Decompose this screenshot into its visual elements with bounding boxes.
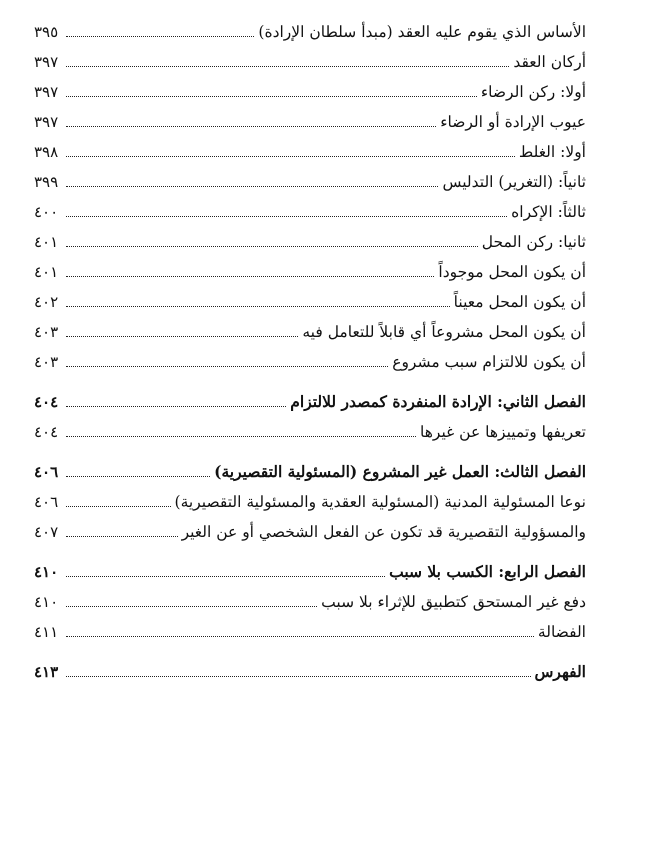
toc-entry[interactable] [34, 132, 586, 162]
toc-entry-title: نوعا المسئولية المدنية (المسئولية العقدية والمسئولية التقصيرية) [174, 493, 586, 511]
dot-leader [66, 276, 434, 277]
toc-entry-page: ٣٩٧ [34, 53, 59, 71]
toc-entry-page: ٣٩٥ [34, 23, 59, 41]
toc-entry-title: أن يكون المحل موجوداً [438, 263, 586, 281]
toc-entry-title: أن يكون المحل معيناً [453, 293, 586, 311]
dot-leader [66, 536, 178, 537]
toc-entry-title: دفع غير المستحق كتطبيق للإثراء بلا سبب [321, 593, 586, 611]
dot-leader [66, 186, 438, 187]
dot-leader [66, 336, 298, 337]
toc-entry[interactable] [34, 342, 586, 372]
toc-entry[interactable] [34, 102, 586, 132]
toc-entry-page: ٤٠١ [34, 263, 59, 281]
dot-leader [66, 306, 450, 307]
toc-index-heading[interactable] [34, 652, 586, 682]
dot-leader [66, 246, 478, 247]
toc-entry-title: أولا: ركن الرضاء [480, 83, 586, 101]
toc-entry-page: ٣٩٧ [34, 83, 59, 101]
toc-entry-page: ٣٩٧ [34, 113, 59, 131]
toc-entry-page: ٤٠٣ [34, 323, 59, 341]
toc-entry[interactable] [34, 222, 586, 252]
toc-entry[interactable] [34, 412, 586, 442]
dot-leader [66, 676, 531, 677]
toc-entry-title: ثانياً: (التغرير) التدليس [442, 173, 586, 191]
dot-leader [66, 636, 534, 637]
dot-leader [66, 506, 171, 507]
toc-entry-title: والمسؤولية التقصيرية قد تكون عن الفعل الشخصي أو عن الغير [181, 523, 586, 541]
toc-entry-title: تعريفها وتمييزها عن غيرها [420, 423, 586, 441]
toc-entry-title: الفضالة [537, 623, 586, 641]
toc-entry-page: ٤١٠ [34, 593, 59, 611]
toc-entry-title: أن يكون المحل مشروعاً أي قابلاً للتعامل فيه [302, 323, 586, 341]
dot-leader [66, 406, 286, 407]
toc-chapter-heading[interactable] [34, 382, 586, 412]
toc-entry-title: ثالثاً: الإكراه [511, 203, 586, 221]
toc-entry[interactable] [34, 42, 586, 72]
toc-entry[interactable] [34, 252, 586, 282]
toc-entry[interactable] [34, 312, 586, 342]
toc-entry[interactable] [34, 72, 586, 102]
toc-entry-title: أركان العقد [513, 53, 586, 71]
toc-entry-page: ٤٠٢ [34, 293, 59, 311]
dot-leader [66, 36, 254, 37]
dot-leader [66, 66, 509, 67]
toc-entry-page: ٤١٣ [34, 663, 59, 681]
dot-leader [66, 96, 477, 97]
toc-entry-page: ٤١٠ [34, 563, 59, 581]
toc-entry-page: ٣٩٩ [34, 173, 59, 191]
dot-leader [66, 126, 436, 127]
toc-entry-title: الفصل الثاني: الإرادة المنفردة كمصدر للالتزام [290, 392, 586, 411]
toc-entry-page: ٤١١ [34, 623, 59, 641]
toc-entry[interactable] [34, 162, 586, 192]
dot-leader [66, 216, 507, 217]
dot-leader [66, 606, 317, 607]
toc-entry-title: الفصل الثالث: العمل غير المشروع (المسئولية التقصيرية) [214, 462, 586, 481]
dot-leader [66, 366, 388, 367]
toc-entry-page: ٤٠٧ [34, 523, 59, 541]
toc-entry-title: ثانيا: ركن المحل [481, 233, 586, 251]
toc-entry-page: ٤٠١ [34, 233, 59, 251]
dot-leader [66, 436, 416, 437]
dot-leader [66, 476, 210, 477]
toc-entry-page: ٤٠٠ [34, 203, 59, 221]
toc-entry[interactable] [34, 12, 586, 42]
toc-entry-title: عيوب الإرادة أو الرضاء [440, 113, 586, 131]
toc-entry-page: ٤٠٦ [34, 463, 59, 481]
dot-leader [66, 576, 385, 577]
toc-chapter-heading[interactable] [34, 552, 586, 582]
toc-entry[interactable] [34, 482, 586, 512]
toc-entry[interactable] [34, 582, 586, 612]
toc-entry-title: الأساس الذي يقوم عليه العقد (مبدأ سلطان الإرادة) [258, 23, 586, 41]
toc-entry[interactable] [34, 282, 586, 312]
toc-entry[interactable] [34, 512, 586, 542]
toc-entry-title: الفصل الرابع: الكسب بلا سبب [389, 562, 586, 581]
toc-entry[interactable] [34, 192, 586, 222]
table-of-contents [34, 12, 586, 682]
toc-entry-page: ٤٠٤ [34, 423, 59, 441]
toc-entry-title: أولا: الغلط [518, 143, 586, 161]
toc-entry-page: ٤٠٣ [34, 353, 59, 371]
toc-entry-title: أن يكون للالتزام سبب مشروع [392, 353, 586, 371]
toc-entry-page: ٤٠٦ [34, 493, 59, 511]
toc-entry-page: ٣٩٨ [34, 143, 59, 161]
toc-entry-page: ٤٠٤ [34, 393, 59, 411]
toc-chapter-heading[interactable] [34, 452, 586, 482]
dot-leader [66, 156, 515, 157]
toc-entry-title: الفهرس [534, 662, 586, 681]
toc-entry[interactable] [34, 612, 586, 642]
